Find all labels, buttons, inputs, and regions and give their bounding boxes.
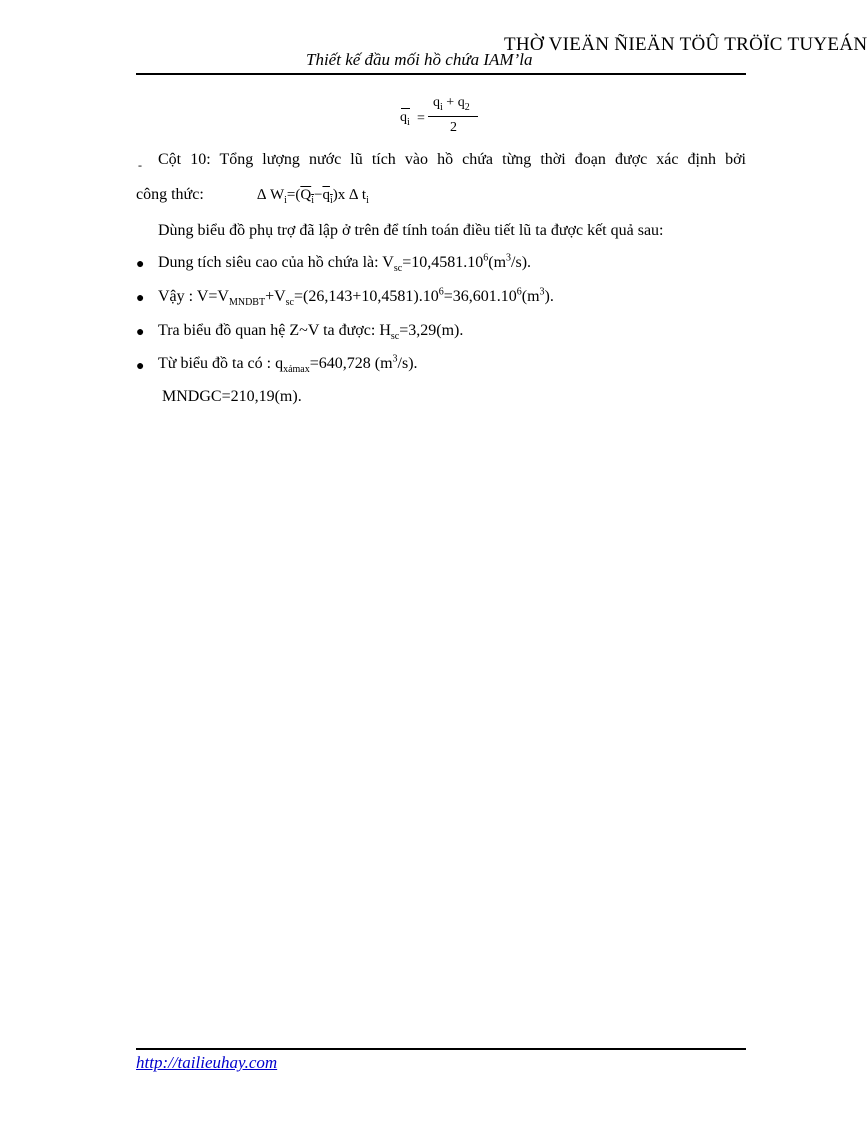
footer-divider — [136, 1048, 746, 1050]
fraction-bar — [428, 116, 478, 117]
volume-increment-formula: ∆ $W_i=(Q_i-q_i)x$ ∆ $t_i$ — [257, 187, 369, 206]
formula-lhs: $q_i$ — [400, 110, 410, 128]
result-max-discharge: Từ biểu đồ ta có : $q_{xảmax}=640,728$ $(m^3/s)$. — [158, 353, 418, 376]
footer-website-link[interactable]: http://tailieuhay.com — [136, 1053, 278, 1072]
formula-numerator: $q_i + q_2$ — [433, 95, 470, 113]
bullet-glyph: ● — [136, 359, 145, 374]
bullet-glyph: ● — [136, 291, 145, 306]
result-superelevation-volume: Dung tích siêu cao của hồ chứa là: $V_{sc}=10,4581.10^6(m^3/s)$. — [158, 252, 532, 275]
result-flood-level: MNDGC=210,19(m). — [162, 388, 302, 405]
library-watermark: THỜ VIEÄN ÑIEÄN TÖÛ TRÖÏC TUYEÁN — [504, 34, 867, 55]
formula-label: công thức: — [136, 186, 204, 203]
formula-denominator: 2 — [450, 120, 457, 135]
result-superelevation-height: Tra biểu đồ quan hệ Z~V ta được: $H_{sc}=3,29(m)$. — [158, 322, 464, 343]
intro-paragraph: Dùng biểu đồ phụ trợ đã lập ở trên để tính toán điều tiết lũ ta được kết quả sau: — [158, 222, 664, 239]
col10-paragraph: Cột 10: Tổng lượng nước lũ tích vào hồ chứa từng thời đoạn được xác định bởi — [158, 151, 746, 168]
running-title: Thiết kế đầu mối hồ chứa IAM’la — [306, 50, 533, 69]
result-total-volume: Vậy : $V=V_{MNDBT}+V_{sc}=(26,143+10,4581).10^6=36,601.10^6(m^3)$. — [158, 286, 554, 309]
page-header — [0, 0, 867, 80]
formula-equals: = — [417, 111, 425, 126]
header-divider — [136, 73, 746, 75]
bullet-glyph: ● — [136, 257, 145, 272]
bullet-glyph: ● — [136, 325, 145, 340]
list-dash-marker: - — [138, 158, 142, 172]
